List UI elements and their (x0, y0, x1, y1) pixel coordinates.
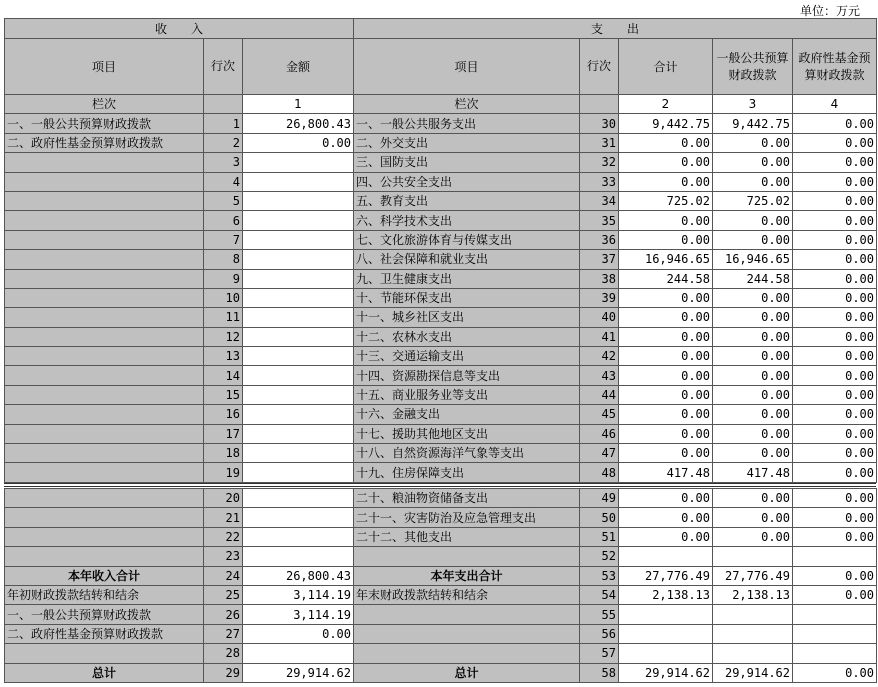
general-budget-cell: 0.00 (713, 444, 793, 463)
expense-item-cell: 十三、交通运输支出 (354, 347, 580, 366)
expense-row-no-cell: 54 (580, 585, 619, 604)
income-row-no-cell: 8 (204, 250, 243, 269)
fund-budget-cell: 0.00 (793, 566, 877, 585)
fund-budget-cell: 0.00 (793, 153, 877, 172)
general-budget-cell: 0.00 (713, 308, 793, 327)
income-item-cell (5, 347, 204, 366)
expense-row-no-cell: 42 (580, 347, 619, 366)
amount-cell (243, 424, 354, 443)
expense-row-no-cell: 33 (580, 172, 619, 191)
general-budget-cell: 9,442.75 (713, 114, 793, 133)
total-cell: 0.00 (619, 172, 713, 191)
table-row (5, 585, 877, 604)
expense-item-cell: 二十、粮油物资储备支出 (354, 489, 580, 508)
expense-row-no-cell: 57 (580, 644, 619, 663)
fund-budget-cell: 0.00 (793, 191, 877, 210)
amount-cell (243, 269, 354, 288)
income-row-no-cell: 1 (204, 114, 243, 133)
table-row (5, 566, 877, 585)
income-item-cell (5, 385, 204, 404)
expense-item-cell (354, 547, 580, 566)
income-row-no-cell: 25 (204, 585, 243, 604)
total-cell: 0.00 (619, 133, 713, 152)
fund-budget-cell: 0.00 (793, 133, 877, 152)
fund-budget-cell (793, 547, 877, 566)
total-cell: 0.00 (619, 211, 713, 230)
table-row (5, 327, 877, 346)
table-row (5, 508, 877, 527)
expense-row-no-cell: 36 (580, 230, 619, 249)
general-budget-cell: 0.00 (713, 327, 793, 346)
budget-table-bottom (4, 488, 877, 683)
general-budget-cell: 244.58 (713, 269, 793, 288)
amount-cell (243, 527, 354, 546)
unit-label: 单位：万元 (799, 4, 860, 18)
table-row (5, 663, 877, 682)
fund-budget-cell: 0.00 (793, 463, 877, 482)
general-budget-cell: 0.00 (713, 153, 793, 172)
total-cell: 0.00 (619, 347, 713, 366)
expense-row-no-cell: 30 (580, 114, 619, 133)
fund-budget-cell: 0.00 (793, 405, 877, 424)
amount-cell (243, 463, 354, 482)
general-budget-cell (713, 644, 793, 663)
table-row (5, 211, 877, 230)
table-row (5, 444, 877, 463)
income-row-no-cell: 26 (204, 605, 243, 624)
general-budget-cell (713, 624, 793, 643)
general-budget-cell: 0.00 (713, 288, 793, 307)
expense-row-no-cell: 40 (580, 308, 619, 327)
income-item-cell (5, 327, 204, 346)
lanci-label-left: 栏次 (5, 95, 204, 114)
table-row (5, 288, 877, 307)
fund-budget-cell: 0.00 (793, 172, 877, 191)
expense-row-no-cell: 56 (580, 624, 619, 643)
expense-item-cell: 四、公共安全支出 (354, 172, 580, 191)
expense-item-cell: 六、科学技术支出 (354, 211, 580, 230)
income-item-cell: 总计 (5, 663, 204, 682)
expense-row-no-cell: 45 (580, 405, 619, 424)
expense-item-cell: 十六、金融支出 (354, 405, 580, 424)
fund-budget-cell: 0.00 (793, 663, 877, 682)
table-row (5, 624, 877, 643)
fund-budget-cell: 0.00 (793, 527, 877, 546)
fund-budget-cell: 0.00 (793, 114, 877, 133)
total-cell: 0.00 (619, 153, 713, 172)
fund-budget-cell: 0.00 (793, 508, 877, 527)
income-item-cell (5, 424, 204, 443)
amount-cell (243, 191, 354, 210)
fund-budget-cell: 0.00 (793, 269, 877, 288)
total-cell: 0.00 (619, 308, 713, 327)
income-row-no-cell: 14 (204, 366, 243, 385)
income-item-cell: 一、一般公共预算财政拨款 (5, 605, 204, 624)
expense-row-no-cell: 38 (580, 269, 619, 288)
expense-row-no-cell: 58 (580, 663, 619, 682)
general-budget-cell: 2,138.13 (713, 585, 793, 604)
income-row-no-cell: 2 (204, 133, 243, 152)
expense-row-no-cell: 35 (580, 211, 619, 230)
income-item-cell (5, 230, 204, 249)
general-budget-cell (713, 605, 793, 624)
fund-budget-cell: 0.00 (793, 385, 877, 404)
income-item-cell (5, 153, 204, 172)
expense-item-cell: 十九、住房保障支出 (354, 463, 580, 482)
expense-header: 支 出 (354, 19, 877, 39)
income-row-no-cell: 19 (204, 463, 243, 482)
expense-row-no-cell: 41 (580, 327, 619, 346)
general-budget-header: 一般公共预算财政拨款 (713, 39, 793, 95)
table-row (5, 269, 877, 288)
column-header-row (5, 39, 877, 95)
income-row-no-cell: 16 (204, 405, 243, 424)
total-cell (619, 624, 713, 643)
income-row-no-cell: 20 (204, 489, 243, 508)
amount-cell (243, 444, 354, 463)
expense-row-no-cell: 39 (580, 288, 619, 307)
general-budget-cell: 0.00 (713, 385, 793, 404)
income-item-header: 项目 (5, 39, 204, 95)
amount-cell: 3,114.19 (243, 585, 354, 604)
lanci-label-right: 栏次 (354, 95, 580, 114)
income-item-cell: 二、政府性基金预算财政拨款 (5, 133, 204, 152)
total-cell: 0.00 (619, 385, 713, 404)
income-row-no-cell: 17 (204, 424, 243, 443)
amount-cell (243, 644, 354, 663)
total-cell: 725.02 (619, 191, 713, 210)
table-row (5, 424, 877, 443)
income-item-cell (5, 366, 204, 385)
income-row-no-cell: 21 (204, 508, 243, 527)
total-cell: 16,946.65 (619, 250, 713, 269)
expense-row-no-cell: 48 (580, 463, 619, 482)
table-row (5, 385, 877, 404)
table-row (5, 133, 877, 152)
general-budget-cell (713, 547, 793, 566)
amount-cell (243, 366, 354, 385)
total-cell: 244.58 (619, 269, 713, 288)
income-item-cell: 本年收入合计 (5, 566, 204, 585)
table-row (5, 308, 877, 327)
expense-item-cell: 三、国防支出 (354, 153, 580, 172)
income-item-cell (5, 444, 204, 463)
expense-item-cell: 十八、自然资源海洋气象等支出 (354, 444, 580, 463)
table-row (5, 172, 877, 191)
expense-item-cell: 十七、援助其他地区支出 (354, 424, 580, 443)
fund-budget-cell (793, 644, 877, 663)
income-row-no-cell: 11 (204, 308, 243, 327)
amount-cell: 26,800.43 (243, 114, 354, 133)
general-budget-cell: 0.00 (713, 172, 793, 191)
expense-row-no-cell: 43 (580, 366, 619, 385)
amount-cell (243, 508, 354, 527)
expense-item-cell (354, 624, 580, 643)
expense-row-no-cell: 51 (580, 527, 619, 546)
income-item-cell (5, 269, 204, 288)
income-row-no-cell: 28 (204, 644, 243, 663)
expense-row-no-cell: 55 (580, 605, 619, 624)
table-row (5, 405, 877, 424)
total-cell: 0.00 (619, 366, 713, 385)
amount-cell (243, 211, 354, 230)
general-budget-cell: 417.48 (713, 463, 793, 482)
col-no-4: 4 (793, 95, 877, 114)
fund-budget-header: 政府性基金预算财政拨款 (793, 39, 877, 95)
total-cell: 0.00 (619, 527, 713, 546)
fund-budget-cell (793, 605, 877, 624)
income-row-no-cell: 4 (204, 172, 243, 191)
table-row (5, 463, 877, 482)
amount-cell (243, 327, 354, 346)
expense-item-cell: 二十一、灾害防治及应急管理支出 (354, 508, 580, 527)
total-cell (619, 547, 713, 566)
income-item-cell: 一、一般公共预算财政拨款 (5, 114, 204, 133)
income-row-no-cell: 22 (204, 527, 243, 546)
income-item-cell (5, 644, 204, 663)
total-cell: 0.00 (619, 230, 713, 249)
total-cell: 0.00 (619, 405, 713, 424)
table-row (5, 191, 877, 210)
expense-row-no-cell: 53 (580, 566, 619, 585)
income-item-cell: 年初财政拨款结转和结余 (5, 585, 204, 604)
income-item-cell (5, 250, 204, 269)
total-cell (619, 605, 713, 624)
amount-cell (243, 230, 354, 249)
expense-item-cell: 十、节能环保支出 (354, 288, 580, 307)
income-row-no-cell: 10 (204, 288, 243, 307)
expense-row-no-cell: 34 (580, 191, 619, 210)
table-row (5, 605, 877, 624)
income-item-cell (5, 463, 204, 482)
total-header: 合计 (619, 39, 713, 95)
budget-table-top (4, 18, 877, 483)
total-cell: 0.00 (619, 327, 713, 346)
amount-cell (243, 547, 354, 566)
fund-budget-cell: 0.00 (793, 250, 877, 269)
total-cell: 9,442.75 (619, 114, 713, 133)
expense-item-cell: 八、社会保障和就业支出 (354, 250, 580, 269)
income-row-no-cell: 7 (204, 230, 243, 249)
amount-cell (243, 288, 354, 307)
col-no-3: 3 (713, 95, 793, 114)
expense-row-no-cell: 44 (580, 385, 619, 404)
total-cell: 0.00 (619, 424, 713, 443)
fund-budget-cell: 0.00 (793, 230, 877, 249)
income-row-no-cell: 24 (204, 566, 243, 585)
amount-cell (243, 250, 354, 269)
expense-item-cell: 九、卫生健康支出 (354, 269, 580, 288)
table-row (5, 230, 877, 249)
table-row (5, 250, 877, 269)
income-item-cell (5, 191, 204, 210)
total-cell: 2,138.13 (619, 585, 713, 604)
total-cell: 0.00 (619, 444, 713, 463)
total-cell: 0.00 (619, 489, 713, 508)
fund-budget-cell: 0.00 (793, 347, 877, 366)
income-row-no-cell: 9 (204, 269, 243, 288)
income-item-cell (5, 547, 204, 566)
total-cell: 27,776.49 (619, 566, 713, 585)
expense-item-cell (354, 605, 580, 624)
expense-row-no-cell: 49 (580, 489, 619, 508)
amount-cell: 0.00 (243, 133, 354, 152)
section-header-row (5, 19, 877, 39)
income-item-cell (5, 308, 204, 327)
general-budget-cell: 0.00 (713, 405, 793, 424)
amount-cell (243, 153, 354, 172)
general-budget-cell: 16,946.65 (713, 250, 793, 269)
amount-cell: 3,114.19 (243, 605, 354, 624)
income-row-no-cell: 13 (204, 347, 243, 366)
amount-cell: 29,914.62 (243, 663, 354, 682)
expense-row-no-cell: 31 (580, 133, 619, 152)
income-row-no-cell: 23 (204, 547, 243, 566)
table-row (5, 547, 877, 566)
fund-budget-cell: 0.00 (793, 327, 877, 346)
general-budget-cell: 0.00 (713, 366, 793, 385)
amount-cell (243, 385, 354, 404)
expense-item-cell (354, 644, 580, 663)
expense-item-cell: 十四、资源勘探信息等支出 (354, 366, 580, 385)
amount-cell (243, 308, 354, 327)
fund-budget-cell: 0.00 (793, 585, 877, 604)
col-no-2: 2 (619, 95, 713, 114)
expense-row-no-cell: 32 (580, 153, 619, 172)
income-item-cell (5, 508, 204, 527)
expense-item-cell: 总计 (354, 663, 580, 682)
income-header: 收 入 (5, 19, 354, 39)
fund-budget-cell: 0.00 (793, 444, 877, 463)
general-budget-cell: 725.02 (713, 191, 793, 210)
total-cell (619, 644, 713, 663)
col-no-1: 1 (243, 95, 354, 114)
income-row-no-cell: 12 (204, 327, 243, 346)
lanci-row (5, 95, 877, 114)
general-budget-cell: 0.00 (713, 424, 793, 443)
total-cell: 29,914.62 (619, 663, 713, 682)
expense-item-cell: 七、文化旅游体育与传媒支出 (354, 230, 580, 249)
expense-row-no-cell: 47 (580, 444, 619, 463)
income-row-no-header: 行次 (204, 39, 243, 95)
amount-cell (243, 172, 354, 191)
income-item-cell (5, 288, 204, 307)
general-budget-cell: 0.00 (713, 230, 793, 249)
table-row (5, 366, 877, 385)
expense-item-cell: 二、外交支出 (354, 133, 580, 152)
fund-budget-cell: 0.00 (793, 211, 877, 230)
income-row-no-cell: 29 (204, 663, 243, 682)
income-row-no-cell: 6 (204, 211, 243, 230)
expense-item-cell: 十五、商业服务业等支出 (354, 385, 580, 404)
table-row (5, 489, 877, 508)
fund-budget-cell: 0.00 (793, 424, 877, 443)
income-row-no-cell: 27 (204, 624, 243, 643)
general-budget-cell: 0.00 (713, 133, 793, 152)
income-item-cell (5, 527, 204, 546)
table-row (5, 644, 877, 663)
expense-row-no-header: 行次 (580, 39, 619, 95)
fund-budget-cell: 0.00 (793, 288, 877, 307)
income-item-cell (5, 172, 204, 191)
amount-cell (243, 489, 354, 508)
general-budget-cell: 27,776.49 (713, 566, 793, 585)
expense-item-header: 项目 (354, 39, 580, 95)
amount-cell (243, 347, 354, 366)
income-item-cell (5, 211, 204, 230)
expense-item-cell: 五、教育支出 (354, 191, 580, 210)
fund-budget-cell: 0.00 (793, 308, 877, 327)
amount-cell (243, 405, 354, 424)
general-budget-cell: 0.00 (713, 527, 793, 546)
table-row (5, 527, 877, 546)
expense-item-cell: 二十二、其他支出 (354, 527, 580, 546)
income-item-cell (5, 405, 204, 424)
fund-budget-cell: 0.00 (793, 489, 877, 508)
income-row-no-cell: 5 (204, 191, 243, 210)
fund-budget-cell: 0.00 (793, 366, 877, 385)
table-row (5, 347, 877, 366)
total-cell: 417.48 (619, 463, 713, 482)
income-item-cell: 二、政府性基金预算财政拨款 (5, 624, 204, 643)
expense-item-cell: 年末财政拨款结转和结余 (354, 585, 580, 604)
table-row (5, 153, 877, 172)
general-budget-cell: 0.00 (713, 508, 793, 527)
expense-item-cell: 十一、城乡社区支出 (354, 308, 580, 327)
amount-cell: 0.00 (243, 624, 354, 643)
general-budget-cell: 0.00 (713, 211, 793, 230)
expense-row-no-cell: 46 (580, 424, 619, 443)
expense-item-cell: 本年支出合计 (354, 566, 580, 585)
amount-header: 金额 (243, 39, 354, 95)
fund-budget-cell (793, 624, 877, 643)
total-cell: 0.00 (619, 288, 713, 307)
expense-row-no-cell: 37 (580, 250, 619, 269)
expense-item-cell: 一、一般公共服务支出 (354, 114, 580, 133)
general-budget-cell: 0.00 (713, 347, 793, 366)
total-cell: 0.00 (619, 508, 713, 527)
amount-cell: 26,800.43 (243, 566, 354, 585)
general-budget-cell: 29,914.62 (713, 663, 793, 682)
table-row (5, 114, 877, 133)
income-row-no-cell: 15 (204, 385, 243, 404)
expense-row-no-cell: 50 (580, 508, 619, 527)
income-item-cell (5, 489, 204, 508)
income-row-no-cell: 3 (204, 153, 243, 172)
income-row-no-cell: 18 (204, 444, 243, 463)
expense-row-no-cell: 52 (580, 547, 619, 566)
general-budget-cell: 0.00 (713, 489, 793, 508)
expense-item-cell: 十二、农林水支出 (354, 327, 580, 346)
